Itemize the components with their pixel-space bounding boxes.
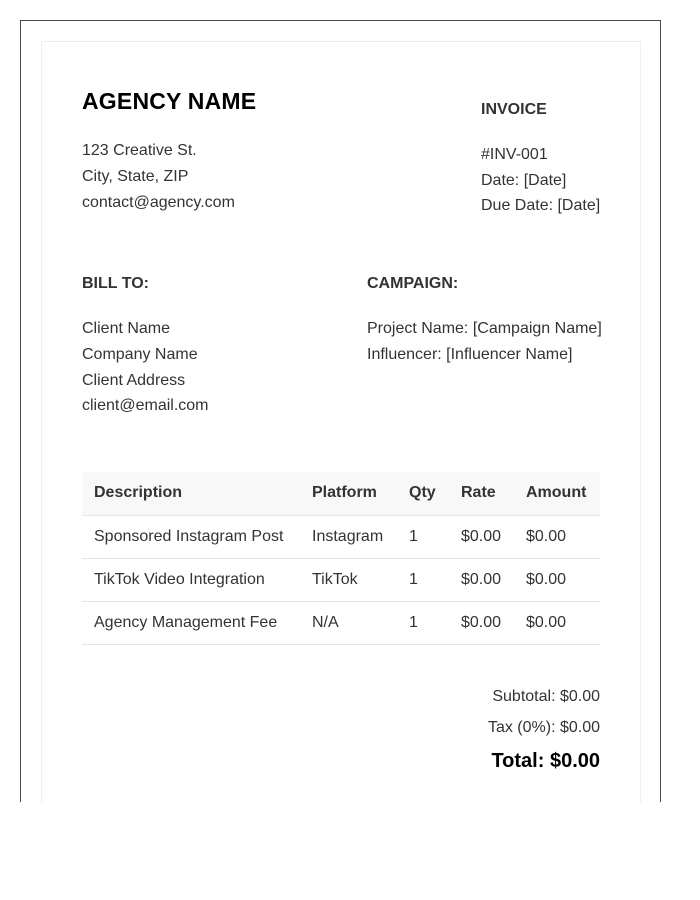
column-header-description: Description [82, 472, 300, 515]
cell-platform: Instagram [300, 515, 397, 558]
invoice-meta [481, 142, 600, 219]
client-name: Client Name [82, 320, 171, 337]
cell-description: Sponsored Instagram Post [82, 515, 300, 558]
cell-qty: 1 [397, 515, 449, 558]
campaign-project-name: Project Name: [Campaign Name] [367, 320, 602, 337]
cell-amount: $0.00 [514, 558, 600, 601]
column-header-qty: Qty [397, 472, 449, 515]
table-row [82, 601, 600, 644]
cell-rate: $0.00 [449, 558, 514, 601]
client-address: Client Address [82, 371, 186, 389]
cell-qty: 1 [397, 558, 449, 601]
agency-email: contact@agency.com [82, 194, 235, 211]
company-name: Company Name [82, 345, 198, 363]
totals-block [488, 687, 600, 773]
cell-qty: 1 [397, 601, 449, 644]
invoice-date: Date: [Date] [481, 171, 567, 189]
campaign-details [367, 316, 602, 368]
agency-address [82, 138, 235, 216]
invoice-due-date: Due Date: [Date] [481, 197, 601, 214]
grand-total: Total: $0.00 [491, 750, 600, 772]
table-row [82, 515, 600, 558]
campaign-influencer: Influencer: [Influencer Name] [367, 345, 573, 363]
cell-description: TikTok Video Integration [82, 558, 300, 601]
invoice-number: #INV-001 [481, 146, 548, 163]
agency-name: AGENCY NAME [82, 88, 257, 114]
column-header-rate: Rate [449, 472, 514, 515]
column-header-platform: Platform [300, 472, 397, 515]
client-email: client@email.com [82, 397, 209, 415]
campaign-heading: CAMPAIGN: [367, 275, 459, 292]
subtotal: Subtotal: $0.00 [492, 688, 600, 705]
agency-city: City, State, ZIP [82, 168, 189, 185]
line-items-table [82, 472, 600, 645]
cell-rate: $0.00 [449, 601, 514, 644]
column-header-amount: Amount [514, 472, 600, 515]
invoice-title: INVOICE [481, 101, 547, 118]
agency-street: 123 Creative St. [82, 142, 197, 159]
cell-rate: $0.00 [449, 515, 514, 558]
tax: Tax (0%): $0.00 [487, 719, 600, 736]
cell-amount: $0.00 [514, 601, 600, 644]
cell-platform: N/A [300, 601, 397, 644]
cell-description: Agency Management Fee [82, 601, 300, 644]
bill-to-details [82, 316, 209, 419]
table-row [82, 558, 600, 601]
bill-to-heading: BILL TO: [82, 275, 149, 292]
cell-amount: $0.00 [514, 515, 600, 558]
cell-platform: TikTok [300, 558, 397, 601]
table-header-row [82, 472, 600, 515]
